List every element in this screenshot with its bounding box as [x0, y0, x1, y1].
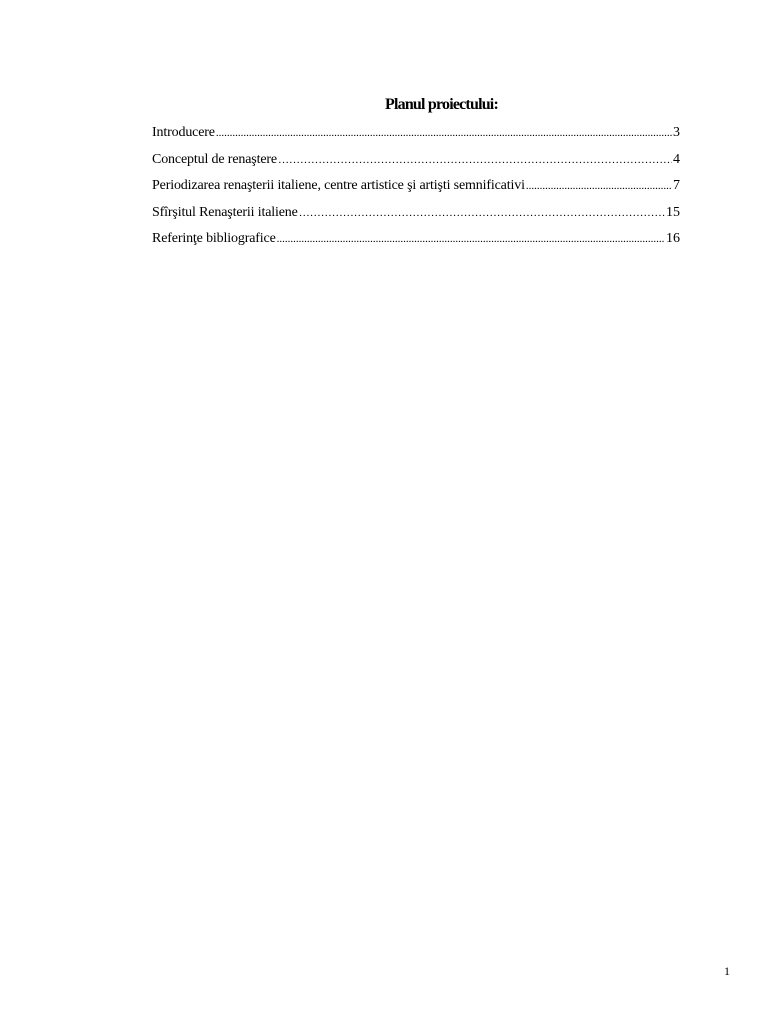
- toc-entry-label: Sfîrşitul Renaşterii italiene: [152, 204, 298, 220]
- toc-entry-periodizarea[interactable]: [152, 178, 680, 205]
- toc-entry-introducere[interactable]: [152, 125, 680, 152]
- dot-leader: [277, 233, 665, 245]
- toc-entry-conceptul[interactable]: [152, 152, 680, 179]
- dot-leader: [216, 127, 672, 139]
- toc-entry-label: Periodizarea renaşterii italiene, centre artistice şi artişti semnificativi: [152, 178, 525, 193]
- dot-leader: [299, 207, 665, 219]
- toc-entry-page: 7: [673, 178, 680, 193]
- toc-entry-page: 16: [666, 231, 680, 246]
- toc-entry-page: 3: [673, 125, 680, 140]
- toc-entry-referinte[interactable]: [152, 231, 680, 258]
- toc-entry-label: Referinţe bibliografice: [152, 231, 276, 246]
- dot-leader: [278, 154, 672, 166]
- toc-entry-page: 4: [673, 151, 680, 167]
- page-number: 1: [724, 964, 730, 978]
- toc-entry-label: Introducere: [152, 125, 215, 140]
- dot-leader: [526, 180, 672, 192]
- toc-entry-page: 15: [666, 204, 680, 220]
- toc-title: Planul proiectului:: [385, 96, 498, 113]
- toc-entry-sfirsitul[interactable]: [152, 205, 680, 232]
- table-of-contents: [152, 125, 680, 258]
- toc-entry-label: Conceptul de renaştere: [152, 151, 277, 167]
